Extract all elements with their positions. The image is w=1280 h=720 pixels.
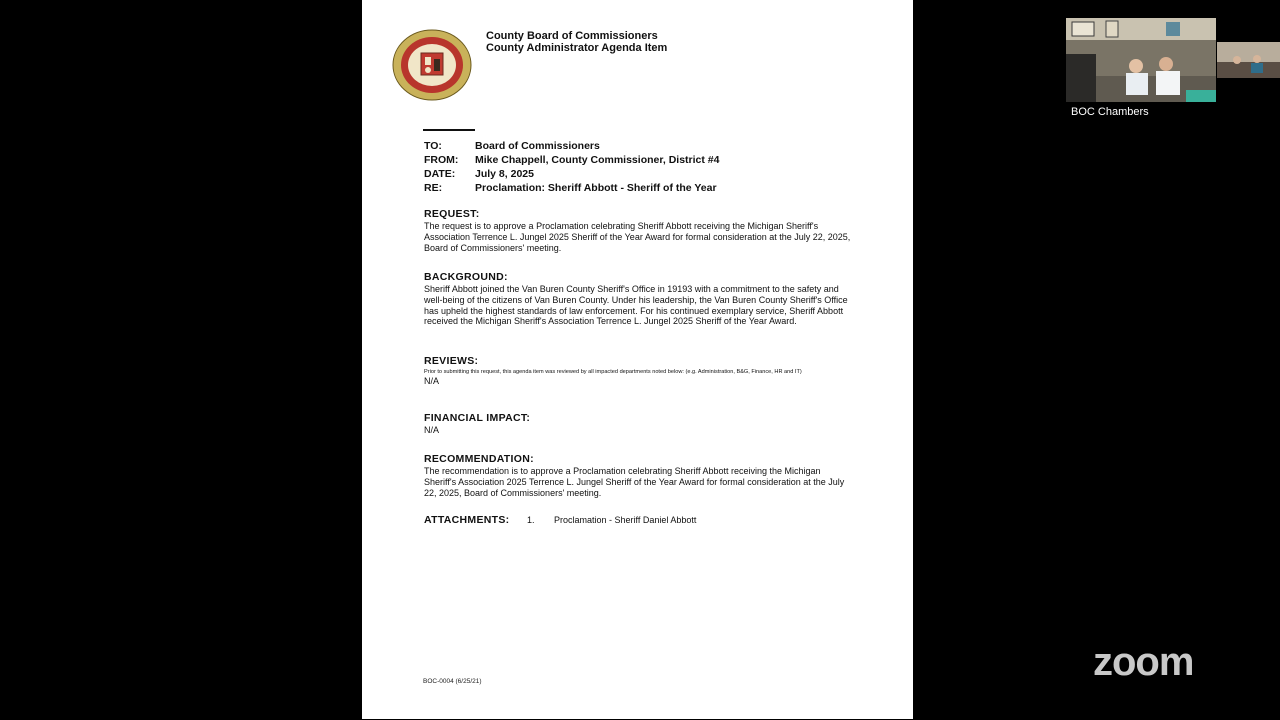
memo-value: Board of Commissioners: [475, 140, 600, 152]
attachments-heading: ATTACHMENTS:: [424, 514, 510, 526]
reviews-heading: REVIEWS:: [424, 355, 479, 367]
video-feed-icon: [1217, 42, 1280, 78]
reviews-section: [424, 355, 854, 387]
background-heading: BACKGROUND:: [424, 271, 508, 283]
memo-row-to: [424, 139, 719, 153]
memo-row-from: [424, 153, 719, 167]
memo-key: RE:: [424, 182, 443, 194]
request-body: The request is to approve a Proclamation celebrating Sheriff Abbott receiving the Michigan Sheriff's Association Terrence L. Jungel 2025 Sheriff of the Year Award for formal consideration at the July 22, 2025, Board of Commissioners' meeting.: [424, 221, 851, 253]
request-heading: REQUEST:: [424, 208, 480, 220]
document-header: [486, 30, 667, 54]
attachments-section: [424, 514, 696, 526]
recommendation-heading: RECOMMENDATION:: [424, 453, 534, 465]
reviews-body: N/A: [424, 376, 440, 386]
recommendation-body: The recommendation is to approve a Proclamation celebrating Sheriff Abbott receiving the Michigan Sheriff's Association 2025 Terrence L. Jungel Sheriff of the Year Award for formal consideration at the July 22, 2025, Board of Commissioners' meeting.: [424, 466, 845, 498]
financial-section: [424, 412, 854, 436]
request-section: [424, 208, 854, 253]
background-body: Sheriff Abbott joined the Van Buren County Sheriff's Office in 19193 with a commitment to the safety and well-being of the citizens of Van Buren County. Under his leadership, the Van Buren County Sheriff's Office has upheld the highest standards of law enforcement. For his continued exemplary service, Sheriff Abbott received the Michigan Sheriff's Association Terrence L. Jungel 2025 Sheriff of the Year Award.: [424, 284, 848, 327]
header-line-1: County Board of Commissioners: [486, 30, 658, 42]
form-code: BOC-0004 (6/25/21): [423, 678, 482, 685]
video-tile-secondary[interactable]: [1217, 42, 1280, 78]
recommendation-section: [424, 453, 854, 498]
memo-value: July 8, 2025: [475, 168, 534, 180]
memo-key: TO:: [424, 140, 442, 152]
attachment-item: Proclamation - Sheriff Daniel Abbott: [554, 515, 697, 525]
reviews-note: Prior to submitting this request, this agenda item was reviewed by all impacted departments noted below: (e.g. Administration, B&G, Finance, HR and IT): [424, 369, 802, 375]
video-feed-icon: [1066, 18, 1216, 102]
memo-key: DATE:: [424, 168, 456, 180]
video-tile-boc-chambers[interactable]: [1066, 18, 1216, 102]
memo-key: FROM:: [424, 154, 459, 166]
memo-row-date: [424, 167, 719, 181]
memo-value: Proclamation: Sheriff Abbott - Sheriff of the Year: [475, 182, 717, 194]
memo-value: Mike Chappell, County Commissioner, District #4: [475, 154, 720, 166]
financial-heading: FINANCIAL IMPACT:: [424, 412, 531, 424]
memo-block: [424, 139, 719, 195]
divider: [423, 129, 475, 131]
memo-row-re: [424, 181, 719, 195]
video-tile-label: BOC Chambers: [1071, 106, 1149, 118]
financial-body: N/A: [424, 425, 440, 435]
attachment-number: 1.: [527, 515, 535, 525]
zoom-logo: zoom: [1093, 640, 1194, 684]
county-seal-icon: [392, 29, 472, 101]
header-line-2: County Administrator Agenda Item: [486, 42, 668, 54]
background-section: [424, 271, 854, 327]
